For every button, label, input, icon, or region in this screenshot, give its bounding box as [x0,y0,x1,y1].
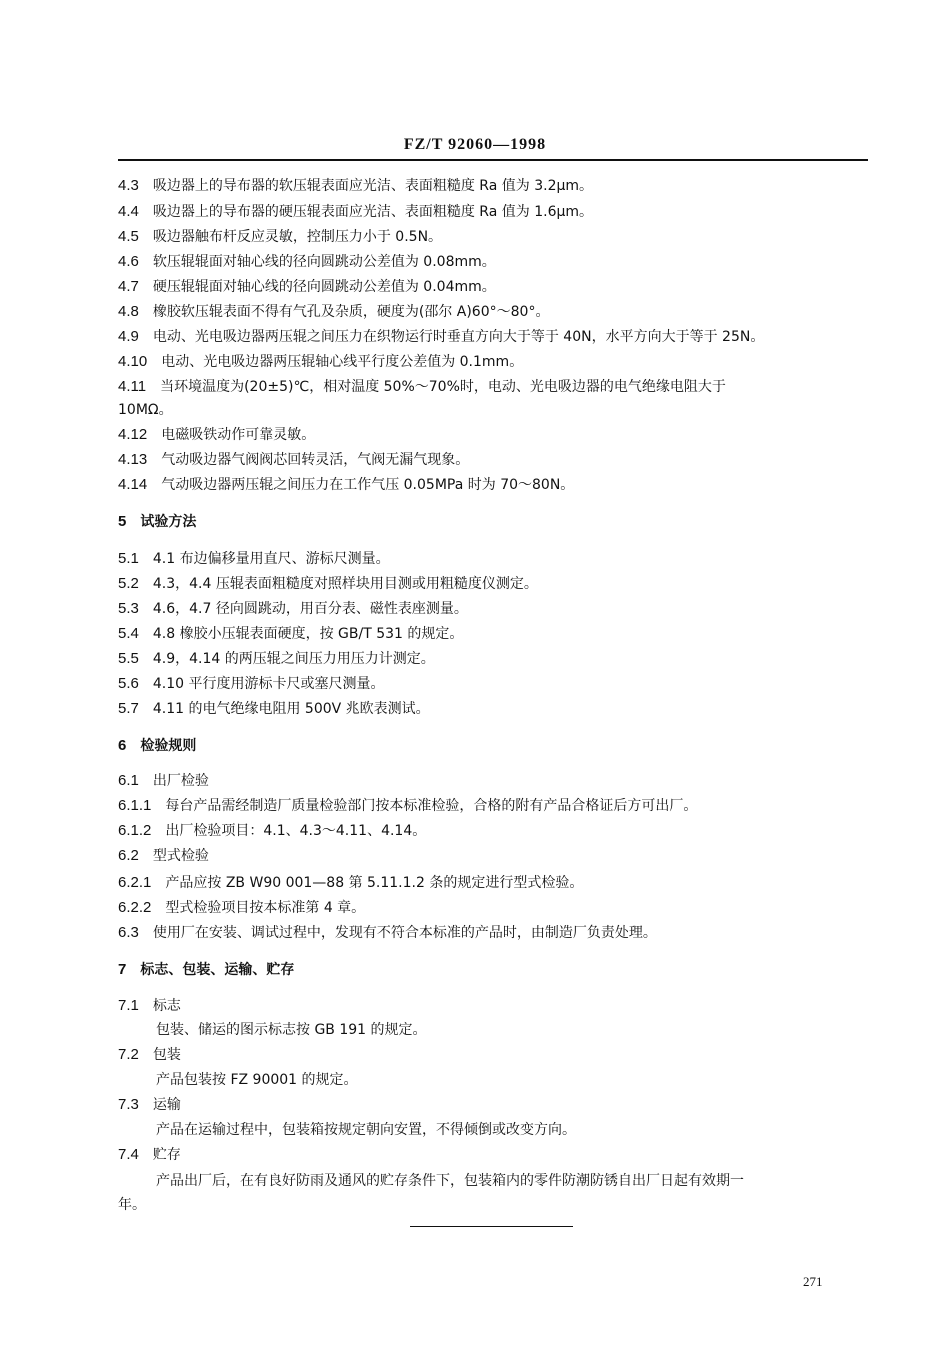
clause-line [118,1046,181,1064]
clause-line [118,772,209,790]
clause-number: 4.4 [118,203,139,220]
clause-line [118,675,384,693]
clause-number: 4.8 [118,303,139,320]
clause-line [156,1172,744,1190]
end-rule [410,1226,573,1227]
clause-line [118,550,390,568]
clause-line [156,1021,427,1039]
clause-number: 6.2.1 [118,874,152,891]
clause-line [118,328,764,346]
clause-number: 7 [118,961,127,978]
clause-number: 7.1 [118,997,139,1014]
clause-text: 产品出厂后，在有良好防雨及通风的贮存条件下，包装箱内的零件防潮防锈自出厂日起有效期一 [156,1173,744,1189]
clause-text: 检验规则 [140,738,197,754]
clause-text: 包装 [152,1047,181,1063]
clause-text: 出厂检验 [152,773,209,789]
header-rule [118,159,868,161]
clause-line [118,228,442,246]
clause-number: 4.5 [118,228,139,245]
clause-number: 4.11 [118,378,147,395]
clause-text: 吸边器触布杆反应灵敏，控制压力小于 0.5N。 [152,229,443,245]
clause-text: 产品应按 ZB W90 001—88 第 5.11.1.2 条的规定进行型式检验。 [165,875,584,891]
clause-text: 软压辊辊面对轴心线的径向圆跳动公差值为 0.08mm。 [152,254,496,270]
clause-line [118,899,365,917]
clause-text: 产品包装按 FZ 90001 的规定。 [156,1072,358,1088]
page-number: 271 [803,1274,823,1289]
clause-line [118,650,435,668]
clause-line [118,1146,181,1164]
clause-text: 橡胶软压辊表面不得有气孔及杂质，硬度为(邵尔 A)60°～80°。 [152,304,550,320]
clause-line [156,1121,576,1139]
clause-text: 4.1 布边偏移量用直尺、游标尺测量。 [152,551,390,567]
clause-text: 标志 [152,998,181,1014]
clause-number: 6.2.2 [118,899,152,916]
section-heading [118,961,294,979]
clause-number: 4.9 [118,328,139,345]
section-heading [118,513,196,531]
clause-line [118,177,593,195]
clause-text: 气动吸边器两压辊之间压力在工作气压 0.05MPa 时为 70～80N。 [161,477,575,493]
clause-number: 5.4 [118,625,139,642]
clause-number: 6.1.2 [118,822,152,839]
clause-line [118,401,173,419]
clause-text: 4.9，4.14 的两压辊之间压力用压力计测定。 [152,651,435,667]
clause-text: 运输 [152,1097,181,1113]
clause-text: 10MΩ。 [118,402,173,418]
clause-line [118,378,726,396]
clause-line [118,924,657,942]
clause-line [118,822,426,840]
clause-text: 吸边器上的导布器的硬压辊表面应光洁、表面粗糙度 Ra 值为 1.6μm。 [152,204,594,220]
clause-line [118,278,496,296]
clause-line [118,997,181,1015]
clause-number: 5.1 [118,550,139,567]
clause-number: 5.7 [118,700,139,717]
clause-line [118,625,463,643]
clause-line [118,575,538,593]
clause-number: 4.3 [118,177,139,194]
clause-line [118,426,315,444]
clause-text: 使用厂在安装、调试过程中，发现有不符合本标准的产品时，由制造厂负责处理。 [152,925,657,941]
clause-number: 5.6 [118,675,139,692]
clause-line [118,451,469,469]
clause-line [118,1096,181,1114]
clause-number: 6.1 [118,772,139,789]
clause-text: 每台产品需经制造厂质量检验部门按本标准检验，合格的附有产品合格证后方可出厂。 [165,798,698,814]
standard-code-header: FZ/T 92060—1998 [403,136,547,153]
clause-text: 型式检验 [152,848,209,864]
clause-text: 4.11 的电气绝缘电阻用 500V 兆欧表测试。 [152,701,430,717]
clause-text: 贮存 [152,1147,181,1163]
clause-number: 4.10 [118,353,148,370]
clause-number: 7.4 [118,1146,139,1163]
clause-line [118,203,593,221]
clause-number: 7.2 [118,1046,139,1063]
clause-line [118,700,430,718]
clause-text: 4.3，4.4 压辊表面粗糙度对照样块用目测或用粗糙度仪测定。 [152,576,538,592]
clause-number: 4.14 [118,476,148,493]
clause-number: 4.7 [118,278,139,295]
clause-text: 试验方法 [140,514,197,530]
clause-text: 4.8 橡胶小压辊表面硬度，按 GB/T 531 的规定。 [152,626,464,642]
clause-line [118,1196,146,1214]
clause-text: 标志、包装、运输、贮存 [140,962,295,978]
clause-text: 年。 [118,1197,146,1213]
clause-text: 型式检验项目按本标准第 4 章。 [165,900,366,916]
clause-number: 4.6 [118,253,139,270]
clause-line [118,303,549,321]
clause-line [118,476,574,494]
clause-number: 5.2 [118,575,139,592]
clause-number: 6 [118,737,127,754]
clause-text: 吸边器上的导布器的软压辊表面应光洁、表面粗糙度 Ra 值为 3.2μm。 [152,178,594,194]
clause-text: 4.6，4.7 径向圆跳动，用百分表、磁性表座测量。 [152,601,468,617]
clause-number: 6.2 [118,847,139,864]
clause-number: 6.3 [118,924,139,941]
clause-line [118,874,583,892]
section-heading [118,737,196,755]
clause-line [118,253,496,271]
clause-number: 5.3 [118,600,139,617]
clause-number: 4.12 [118,426,148,443]
clause-number: 7.3 [118,1096,139,1113]
clause-line [118,797,697,815]
clause-text: 气动吸边器气阀阀芯回转灵活，气阀无漏气现象。 [161,452,470,468]
clause-line [118,847,209,865]
clause-text: 硬压辊辊面对轴心线的径向圆跳动公差值为 0.04mm。 [152,279,496,295]
clause-text: 4.10 平行度用游标卡尺或塞尺测量。 [152,676,385,692]
clause-line [156,1071,358,1089]
clause-text: 电磁吸铁动作可靠灵敏。 [161,427,316,443]
clause-text: 包装、储运的图示标志按 GB 191 的规定。 [156,1022,427,1038]
clause-line [118,353,523,371]
clause-text: 电动、光电吸边器两压辊之间压力在织物运行时垂直方向大于等于 40N，水平方向大于等于 25N。 [152,329,765,345]
clause-number: 5 [118,513,127,530]
clause-line [118,600,468,618]
clause-text: 当环境温度为(20±5)℃，相对温度 50%～70%时，电动、光电吸边器的电气绝缘电阻大于 [160,379,726,395]
clause-number: 4.13 [118,451,148,468]
clause-text: 出厂检验项目：4.1、4.3～4.11、4.14。 [165,823,427,839]
clause-number: 6.1.1 [118,797,152,814]
clause-text: 产品在运输过程中，包装箱按规定朝向安置，不得倾倒或改变方向。 [156,1122,576,1138]
clause-text: 电动、光电吸边器两压辊轴心线平行度公差值为 0.1mm。 [161,354,524,370]
clause-number: 5.5 [118,650,139,667]
